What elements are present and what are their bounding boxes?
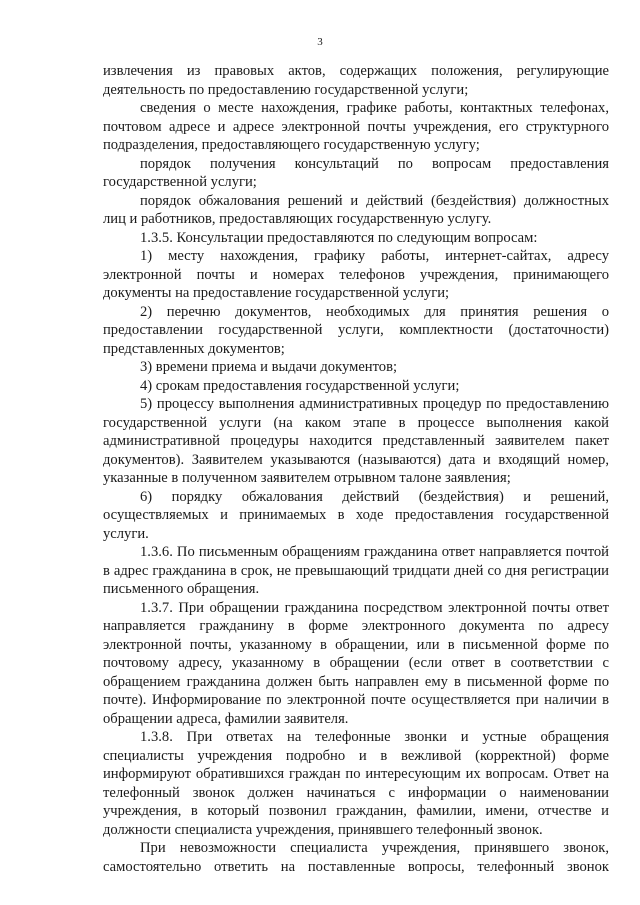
list-item-6: 6) порядку обжалования действий (бездействия) и решений, осуществляемых и принимаемых в ходе предоставления государственной услуги. [103, 488, 609, 542]
page-number: 3 [317, 36, 323, 48]
paragraph-1-3-6: 1.3.6. По письменным обращениям гражданина ответ направляется почтой в адрес гражданина в срок, не превышающий тридцати дней со дня регистрации письменного обращения. [103, 544, 609, 597]
list-item-2: 2) перечню документов, необходимых для принятия решения о предоставлении государственной услуги, комплектности (достаточности) представленных документов; [103, 303, 609, 357]
paragraph-1-3-8: 1.3.8. При ответах на телефонные звонки и устные обращения специалисты учреждения подробно и в вежливой (корректной) форме информируют обратившихся граждан по интересующим их вопросам. Ответ на телефонный звонок должен начинаться с информации о наименовании учреждения, в который позвонил гражданин, фамилии, имени, отчестве и должности специалиста учреждения, принявшего телефонный звонок. [103, 729, 609, 838]
paragraph-location-info: сведения о месте нахождения, графике работы, контактных телефонах, почтовом адресе и адресе электронной почты учреждения, его структурного подразделения, предоставляющего государственную услугу; [103, 100, 609, 153]
paragraph-phone-redirect: При невозможности специалиста учреждения, принявшего звонок, самостоятельно ответить на поставленные вопросы, телефонный звонок [103, 840, 609, 875]
document-body [103, 62, 609, 876]
paragraph-1-3-5: 1.3.5. Консультации предоставляются по следующим вопросам: [140, 229, 538, 246]
paragraph-consultation-order: порядок получения консультаций по вопросам предоставления государственной услуги; [103, 155, 609, 190]
list-item-5: 5) процессу выполнения административных процедур по предоставлению государственной услуги (на каком этапе в процессе выполнения какой административной процедуры находится представленный заявителем пакет документов). Заявителем указываются (называются) дата и входящий номер, указанные в полученном заявителем отрывном талоне заявления; [103, 396, 609, 486]
paragraph-appeal-order: порядок обжалования решений и действий (бездействия) должностных лиц и работников, предоставляющих государственную услугу. [103, 192, 609, 227]
paragraph-1-3-7: 1.3.7. При обращении гражданина посредством электронной почты ответ направляется гражданину в форме электронного документа по адресу электронной почты, указанному в обращении, или в письменной форме по почтовому адресу, указанному в обращении (если ответ в соответствии с обращением гражданина должен быть направлен ему в письменной форме по почте). Информирование по электронной почте осуществляется при наличии в обращении адреса, фамилии заявителя. [103, 599, 609, 727]
list-item-1: 1) месту нахождения, графику работы, интернет-сайтах, адресу электронной почты и номерах телефонов учреждения, принимающего документы на предоставление государственной услуги; [103, 248, 609, 301]
list-item-4: 4) срокам предоставления государственной услуги; [140, 377, 460, 394]
paragraph-legal-extracts: извлечения из правовых актов, содержащих положения, регулирующие деятельность по предоставлению государственной услуги; [103, 63, 609, 98]
list-item-3: 3) времени приема и выдачи документов; [140, 359, 398, 375]
